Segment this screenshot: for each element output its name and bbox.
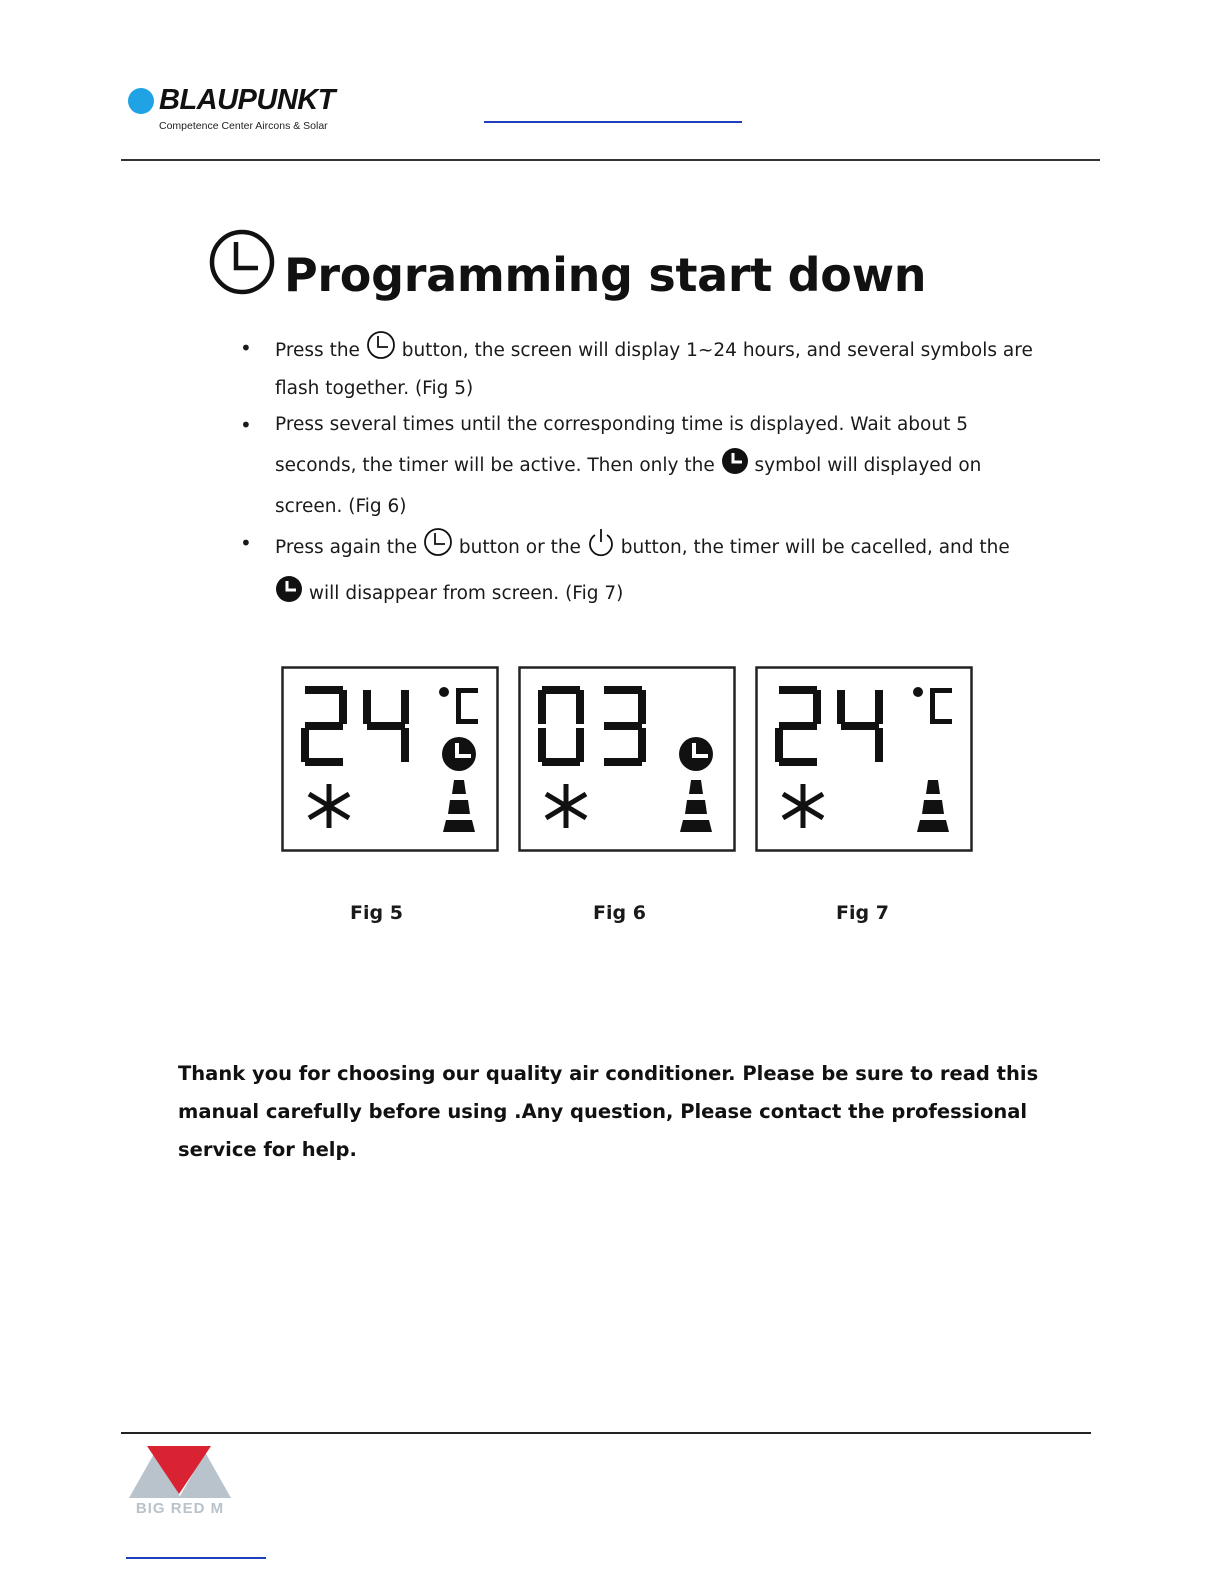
bullet-text: flash together. (Fig 5) [275,378,474,399]
closing-note: Thank you for choosing our quality air conditioner. Please be sure to read this manual carefully before using .Any question, Please contact the professional service for help. [178,1062,1039,1161]
bullet-text: screen. (Fig 6) [275,496,407,517]
list-item [240,525,1040,617]
lcd-segment-b [576,690,584,724]
lcd-timer-icon [679,737,713,771]
power-button-icon [587,527,615,557]
lcd-segment-c [638,728,646,762]
page-title: Programming start down [284,248,927,302]
footer-divider [121,1432,1091,1434]
lcd-segment-g [841,722,879,730]
degree-dot [439,687,449,697]
lcd-segment-d [305,758,343,766]
brand-name: BLAUPUNKT [159,84,335,116]
bullet-text: • Press several times until the corresponding time is displayed. Wait about 5 [275,414,968,435]
lcd-segment-g [779,722,817,730]
clock-button-icon [366,330,396,360]
figure-caption: Fig 7 [836,902,889,924]
list-item [240,330,1040,407]
lcd-timer-icon [442,737,476,771]
lcd-segment-d [779,758,817,766]
footer-logo-text: BIG RED M [135,1500,225,1517]
lcd-segment-a [542,686,580,694]
lcd-segment-b [401,690,409,724]
bullet-text: button or the [458,537,581,558]
degree-dot [913,687,923,697]
brand-logo-dot [128,88,154,114]
lcd-segment-c [576,728,584,762]
clock-icon [208,228,276,296]
lcd-segment-a [779,686,817,694]
bullet-text: symbol will displayed on [754,455,982,476]
bullet-text: will disappear from screen. (Fig 7) [308,583,624,604]
footer-logo [129,1444,231,1520]
lcd-segment-b [875,690,883,724]
lcd-segment-b [339,690,347,724]
bullet-text: Press again the [275,537,418,558]
lcd-segment-g [305,722,343,730]
lcd-segment-c [875,728,883,762]
bullet-text: Press the [275,340,360,361]
list-item [240,407,1040,525]
bullet-text: seconds, the timer will be active. Then only the [275,455,715,476]
lcd-segment-e [775,728,783,762]
lcd-segment-f [363,690,371,724]
clock-button-icon [423,527,453,557]
lcd-segment-c [401,728,409,762]
figure-caption: Fig 6 [593,902,646,924]
lcd-segment-d [542,758,580,766]
header-link-underline[interactable] [484,121,742,123]
lcd-segment-f [837,690,845,724]
lcd-segment-e [301,728,309,762]
lcd-segment-g [367,722,405,730]
lcd-segment-f [538,690,546,724]
bullet-text: button, the timer will be cacelled, and the [620,537,1010,558]
instruction-list [240,330,1040,617]
lcd-display-fig5 [281,666,499,852]
header-divider [121,159,1100,161]
timer-symbol-icon [721,447,749,475]
lcd-segment-g [604,722,642,730]
brand-tagline: Competence Center Aircons & Solar [159,120,328,132]
lcd-segment-b [813,690,821,724]
lcd-segment-b [638,690,646,724]
lcd-segment-d [604,758,642,766]
figure-caption: Fig 5 [350,902,403,924]
lcd-segment-e [538,728,546,762]
footer-link-underline[interactable] [126,1557,266,1559]
timer-symbol-icon [275,575,303,603]
lcd-display-fig6 [518,666,736,852]
lcd-display-fig7 [755,666,973,852]
lcd-segment-a [305,686,343,694]
lcd-segment-a [604,686,642,694]
bullet-text: button, the screen will display 1~24 hours, and several symbols are [401,340,1033,361]
